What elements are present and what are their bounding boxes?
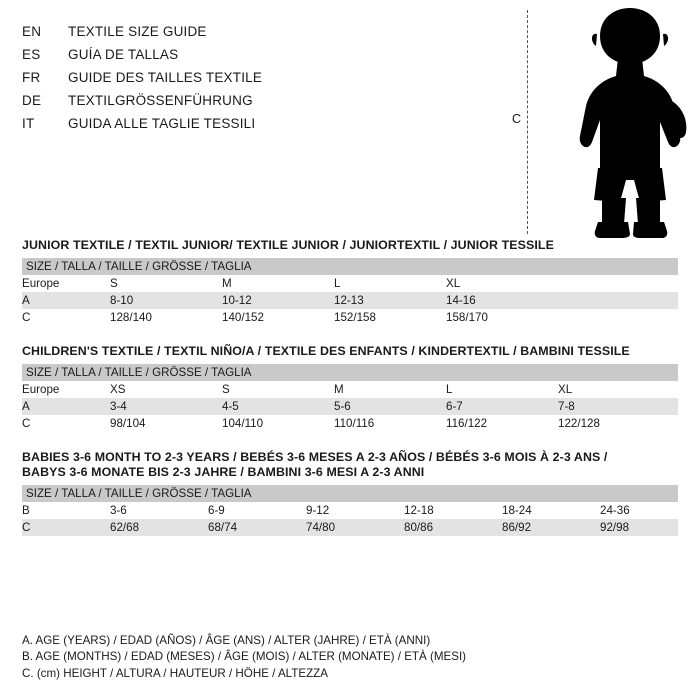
- section-title: [22, 344, 678, 359]
- legend-line-b: B. AGE (MONTHS) / EDAD (MESES) / ÂGE (MOIS) / ALTER (MONATE) / ETÀ (MESI): [22, 650, 467, 663]
- cell: 4-5: [222, 398, 334, 415]
- language-code: DE: [22, 93, 42, 108]
- cell: 6-9: [208, 502, 306, 519]
- legend-line-a: A. AGE (YEARS) / EDAD (AÑOS) / ÂGE (ANS) / ALTER (JAHRE) / ETÀ (ANNI): [22, 633, 431, 647]
- cell-empty: [558, 275, 678, 292]
- section-babies-textile: [0, 450, 700, 536]
- cell: L: [446, 381, 558, 398]
- table-header-label: SIZE / TALLA / TAILLE / GRÖSSE / TAGLIA: [22, 258, 678, 275]
- table-row: [22, 502, 678, 519]
- language-row: [22, 93, 502, 116]
- cell-empty: [558, 309, 678, 326]
- legend-line-c: C. (cm) HEIGHT / ALTURA / HAUTEUR / HÖHE / ALTEZZA: [22, 666, 328, 680]
- section-title-line1: JUNIOR TEXTILE / TEXTIL JUNIOR/ TEXTILE JUNIOR / JUNIORTEXTIL / JUNIOR TESSILE: [22, 238, 554, 252]
- section-title: [22, 450, 678, 480]
- junior-size-table: [22, 258, 678, 326]
- height-measure-dashed-line: [527, 10, 528, 234]
- cell: 8-10: [110, 292, 222, 309]
- row-label: B: [22, 502, 110, 519]
- section-childrens-textile: [0, 344, 700, 432]
- table-row: [22, 309, 678, 326]
- cell: 128/140: [110, 309, 222, 326]
- language-row: [22, 47, 502, 70]
- cell-empty: [558, 292, 678, 309]
- language-row: [22, 116, 502, 139]
- table-header-row: [22, 258, 678, 275]
- row-label: C: [22, 415, 110, 432]
- language-title: GUIDE DES TAILLES TEXTILE: [68, 70, 263, 85]
- legend-block: [22, 633, 466, 683]
- cell: 9-12: [306, 502, 404, 519]
- cell: M: [334, 381, 446, 398]
- language-code: IT: [22, 116, 35, 131]
- height-measure-label: C: [512, 112, 522, 126]
- cell: XL: [446, 275, 558, 292]
- cell: 104/110: [222, 415, 334, 432]
- cell: 152/158: [334, 309, 446, 326]
- table-header-label: SIZE / TALLA / TAILLE / GRÖSSE / TAGLIA: [22, 364, 678, 381]
- table-header-row: [22, 364, 678, 381]
- cell: 74/80: [306, 519, 404, 536]
- row-label: C: [22, 309, 110, 326]
- language-code: EN: [22, 24, 42, 39]
- row-label: A: [22, 292, 110, 309]
- language-row: [22, 70, 502, 93]
- header-area: [0, 0, 700, 238]
- toddler-silhouette-icon: [540, 4, 690, 240]
- cell: 3-4: [110, 398, 222, 415]
- cell: 140/152: [222, 309, 334, 326]
- cell: 12-13: [334, 292, 446, 309]
- cell: M: [222, 275, 334, 292]
- row-label: C: [22, 519, 110, 536]
- cell: 12-18: [404, 502, 502, 519]
- table-row: [22, 398, 678, 415]
- row-label: Europe: [22, 381, 110, 398]
- cell: 110/116: [334, 415, 446, 432]
- cell: L: [334, 275, 446, 292]
- table-row: [22, 415, 678, 432]
- cell: 14-16: [446, 292, 558, 309]
- language-title: TEXTILE SIZE GUIDE: [68, 24, 207, 39]
- cell: S: [222, 381, 334, 398]
- cell: 5-6: [334, 398, 446, 415]
- cell: S: [110, 275, 222, 292]
- cell: XL: [558, 381, 678, 398]
- table-header-row: [22, 485, 678, 502]
- cell: 10-12: [222, 292, 334, 309]
- section-title-line1: CHILDREN'S TEXTILE / TEXTIL NIÑO/A / TEXTILE DES ENFANTS / KINDERTEXTIL / BAMBINI TESSILE: [22, 344, 630, 358]
- row-label: Europe: [22, 275, 110, 292]
- child-figure-diagram: [512, 4, 692, 240]
- section-title: [22, 238, 678, 253]
- cell: 86/92: [502, 519, 600, 536]
- children-size-table: [22, 364, 678, 432]
- cell: 7-8: [558, 398, 678, 415]
- language-code: ES: [22, 47, 41, 62]
- table-row: [22, 519, 678, 536]
- row-label: A: [22, 398, 110, 415]
- cell: 98/104: [110, 415, 222, 432]
- section-title-line2: BABYS 3-6 MONATE BIS 2-3 JAHRE / BAMBINI 3-6 MESI A 2-3 ANNI: [22, 465, 425, 479]
- cell: 6-7: [446, 398, 558, 415]
- babies-size-table: [22, 485, 678, 536]
- cell: 18-24: [502, 502, 600, 519]
- cell: 116/122: [446, 415, 558, 432]
- table-row: [22, 381, 678, 398]
- language-title: GUIDA ALLE TAGLIE TESSILI: [68, 116, 256, 131]
- cell: 62/68: [110, 519, 208, 536]
- language-code: FR: [22, 70, 41, 85]
- cell: 24-36: [600, 502, 678, 519]
- language-title: GUÍA DE TALLAS: [68, 47, 179, 62]
- cell: 92/98: [600, 519, 678, 536]
- table-row: [22, 275, 678, 292]
- language-title: TEXTILGRÖSSENFÜHRUNG: [68, 93, 253, 108]
- section-title-line1: BABIES 3-6 MONTH TO 2-3 YEARS / BEBÉS 3-6 MESES A 2-3 AÑOS / BÉBÉS 3-6 MOIS À 2-3 ANS /: [22, 450, 608, 464]
- language-row: [22, 24, 502, 47]
- cell: 68/74: [208, 519, 306, 536]
- cell: 158/170: [446, 309, 558, 326]
- table-row: [22, 292, 678, 309]
- cell: 80/86: [404, 519, 502, 536]
- section-junior-textile: [0, 238, 700, 326]
- cell: 122/128: [558, 415, 678, 432]
- language-title-list: [22, 24, 502, 139]
- table-header-label: SIZE / TALLA / TAILLE / GRÖSSE / TAGLIA: [22, 485, 678, 502]
- cell: 3-6: [110, 502, 208, 519]
- cell: XS: [110, 381, 222, 398]
